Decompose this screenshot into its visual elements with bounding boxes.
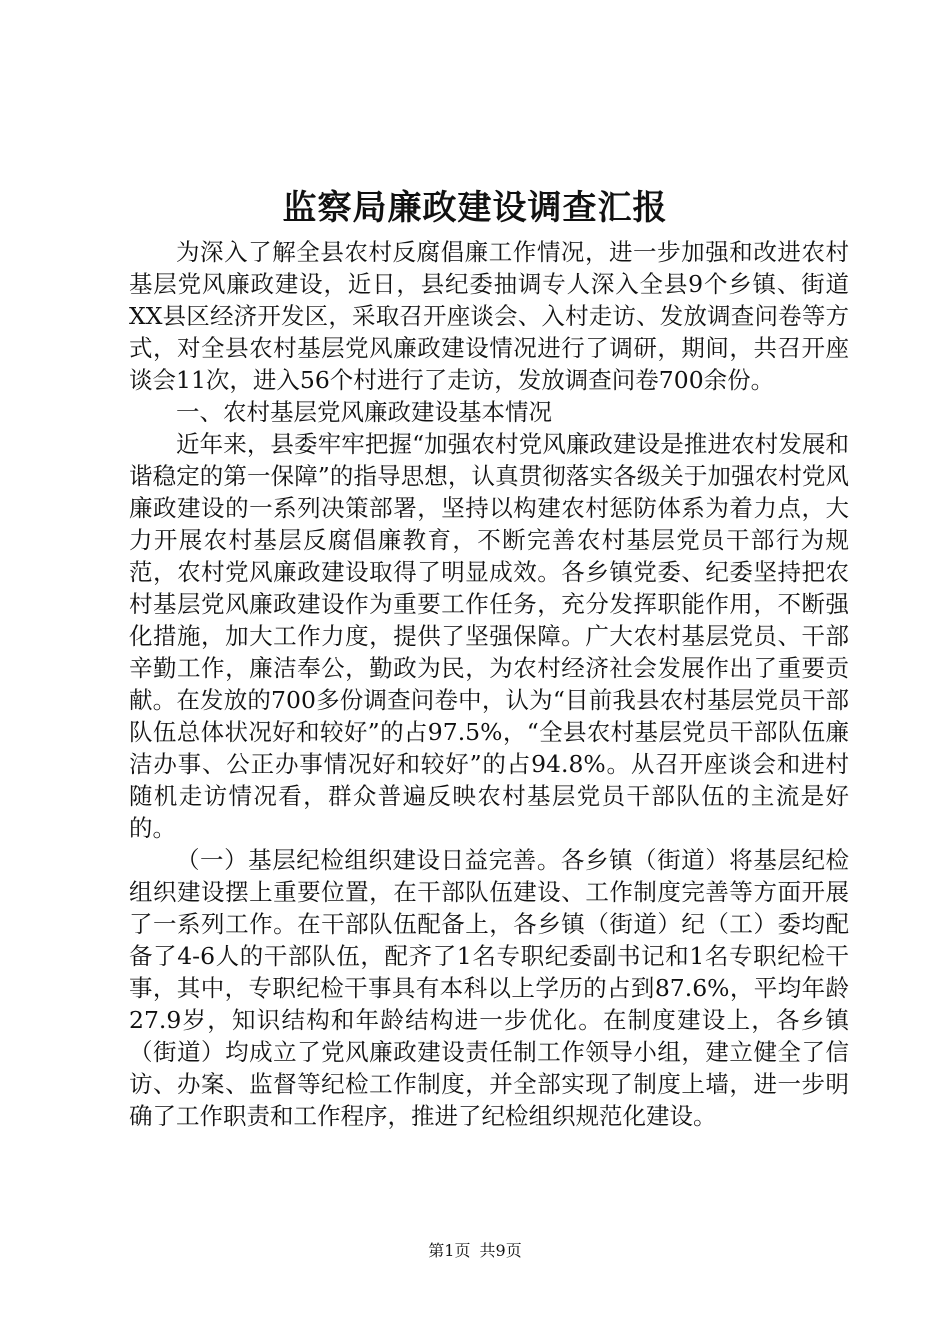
page-number: 第1页 (428, 1241, 471, 1260)
paragraph-overview: 近年来，县委牢牢把握“加强农村党风廉政建设是推进农村发展和谐稳定的第一保障”的指导思想，认真贯彻落实各级关于加强农村党风廉政建设的一系列决策部署，坚持以构建农村惩防体系为着力点，大力开展农村基层反腐倡廉教育，不断完善农村基层党员干部行为规范，农村党风廉政建设取得了明显成效。各乡镇党委、纪委坚持把农村基层党风廉政建设作为重要工作任务，充分发挥职能作用，不断强化措施，加大工作力度，提供了坚强保障。广大农村基层党员、干部辛勤工作，廉洁奉公，勤政为民，为农村经济社会发展作出了重要贡献。在发放的700多份调查问卷中，认为“目前我县农村基层党员干部队伍总体状况好和较好”的占97.5%，“全县农村基层党员干部队伍廉洁办事、公正办事情况好和较好”的占94.8%。从召开座谈会和进村随机走访情况看，群众普遍反映农村基层党员干部队伍的主流是好的。 (129, 430, 849, 842)
document-body (129, 236, 849, 1132)
section-heading-1: 一、农村基层党风廉政建设基本情况 (176, 398, 552, 426)
page-footer (0, 1240, 950, 1262)
document-title: 监察局廉政建设调查汇报 (282, 188, 668, 228)
paragraph-subsection-1: （一）基层纪检组织建设日益完善。各乡镇（街道）将基层纪检组织建设摆上重要位置，在干部队伍建设、工作制度完善等方面开展了一系列工作。在干部队伍配备上，各乡镇（街道）纪（工）委均配备了4-6人的干部队伍，配齐了1名专职纪委副书记和1名专职纪检干事，其中，专职纪检干事具有本科以上学历的占到87.6%，平均年龄27.9岁，知识结构和年龄结构进一步优化。在制度建设上，各乡镇（街道）均成立了党风廉政建设责任制工作领导小组，建立健全了信访、办案、监督等纪检工作制度，并全部实现了制度上墙，进一步明确了工作职责和工作程序，推进了纪检组织规范化建设。 (129, 846, 849, 1130)
page-total: 共9页 (479, 1241, 522, 1260)
paragraph-intro: 为深入了解全县农村反腐倡廉工作情况，进一步加强和改进农村基层党风廉政建设，近日，县纪委抽调专人深入全县9个乡镇、街道XX县区经济开发区，采取召开座谈会、入村走访、发放调查问卷等方式，对全县农村基层党风廉政建设情况进行了调研，期间，共召开座谈会11次，进入56个村进行了走访，发放调查问卷700余份。 (129, 238, 849, 394)
